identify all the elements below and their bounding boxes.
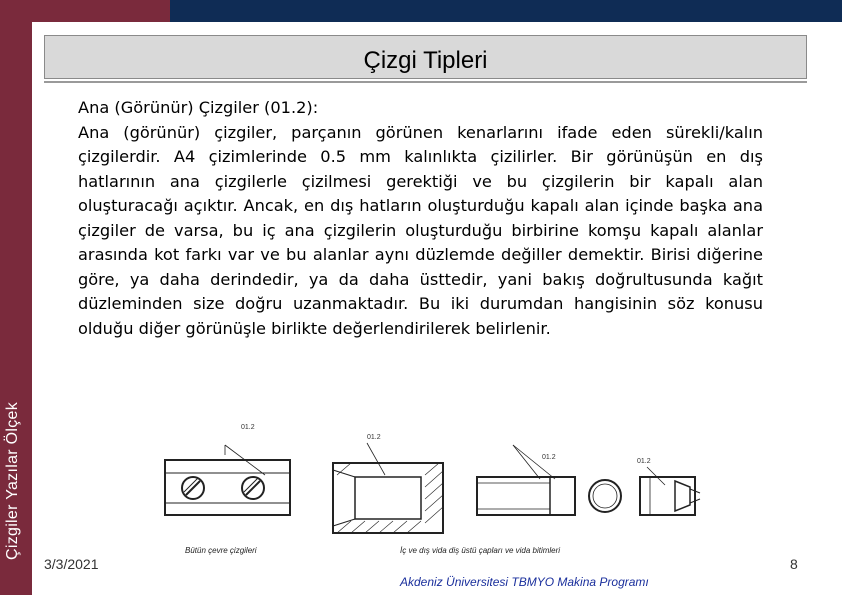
label-01-2-b: 01.2 bbox=[367, 434, 381, 441]
title-bar bbox=[44, 35, 807, 79]
section-heading: Ana (Görünür) Çizgiler (01.2): bbox=[78, 98, 319, 117]
drawing-bolt bbox=[640, 467, 700, 515]
label-01-2-d: 01.2 bbox=[637, 458, 651, 465]
label-01-2-a: 01.2 bbox=[241, 424, 255, 431]
footer-date: 3/3/2021 bbox=[44, 556, 99, 572]
sidebar-vertical-label: Çizgiler Yazılar Ölçek bbox=[4, 401, 21, 560]
page-number: 8 bbox=[790, 556, 798, 572]
title-divider bbox=[44, 81, 807, 83]
top-accent-navy bbox=[170, 0, 842, 22]
technical-drawing-figure bbox=[155, 415, 730, 558]
label-01-2-c: 01.2 bbox=[542, 454, 556, 461]
drawing-threaded-hole bbox=[333, 443, 443, 533]
footer-institution: Akdeniz Üniversitesi TBMYO Makina Programı bbox=[400, 575, 649, 589]
slide-title: Çizgi Tipleri bbox=[363, 47, 488, 74]
drawing-plate-screws bbox=[165, 445, 290, 515]
body-paragraph: Ana (görünür) çizgiler, parçanın görünen kenarlarını ifade eden sürekli/kalın çizgilerdir. A4 çizimlerinde 0.5 mm kalınlıkta çizilirler. Bir görünüşün en dış hatlarının ana çizgilerle çizilmesi gerektiği ve bu çizgilerin bir kapalı alan oluşturacağı açıktır. Ancak, en dış hatların oluşturduğu kapalı alan içinde başka ana çizgiler de varsa, bu iç ana çizgilerin oluşturduğu birbirine komşu kapalı alanlar arasında kot farkı var ve bu alanlar aynı düzlemde değiller demektir. Birisi diğerine göre, ya daha derindedir, ya da daha üsttedir, yani bakış doğrultusunda kağıt düzleminden size doğru uzanmaktadır. Bu iki durumdan hangisinin söz konusu olduğu diğer görünüşle birlikte değerlendirilerek belirlenir. bbox=[78, 122, 763, 338]
caption-thread-lines: İç ve dış vida diş üstü çapları ve vida bitimleri bbox=[400, 546, 561, 555]
top-accent-purple bbox=[32, 0, 170, 22]
caption-outline-lines: Bütün çevre çizgileri bbox=[185, 546, 257, 555]
slide-body bbox=[78, 96, 763, 341]
